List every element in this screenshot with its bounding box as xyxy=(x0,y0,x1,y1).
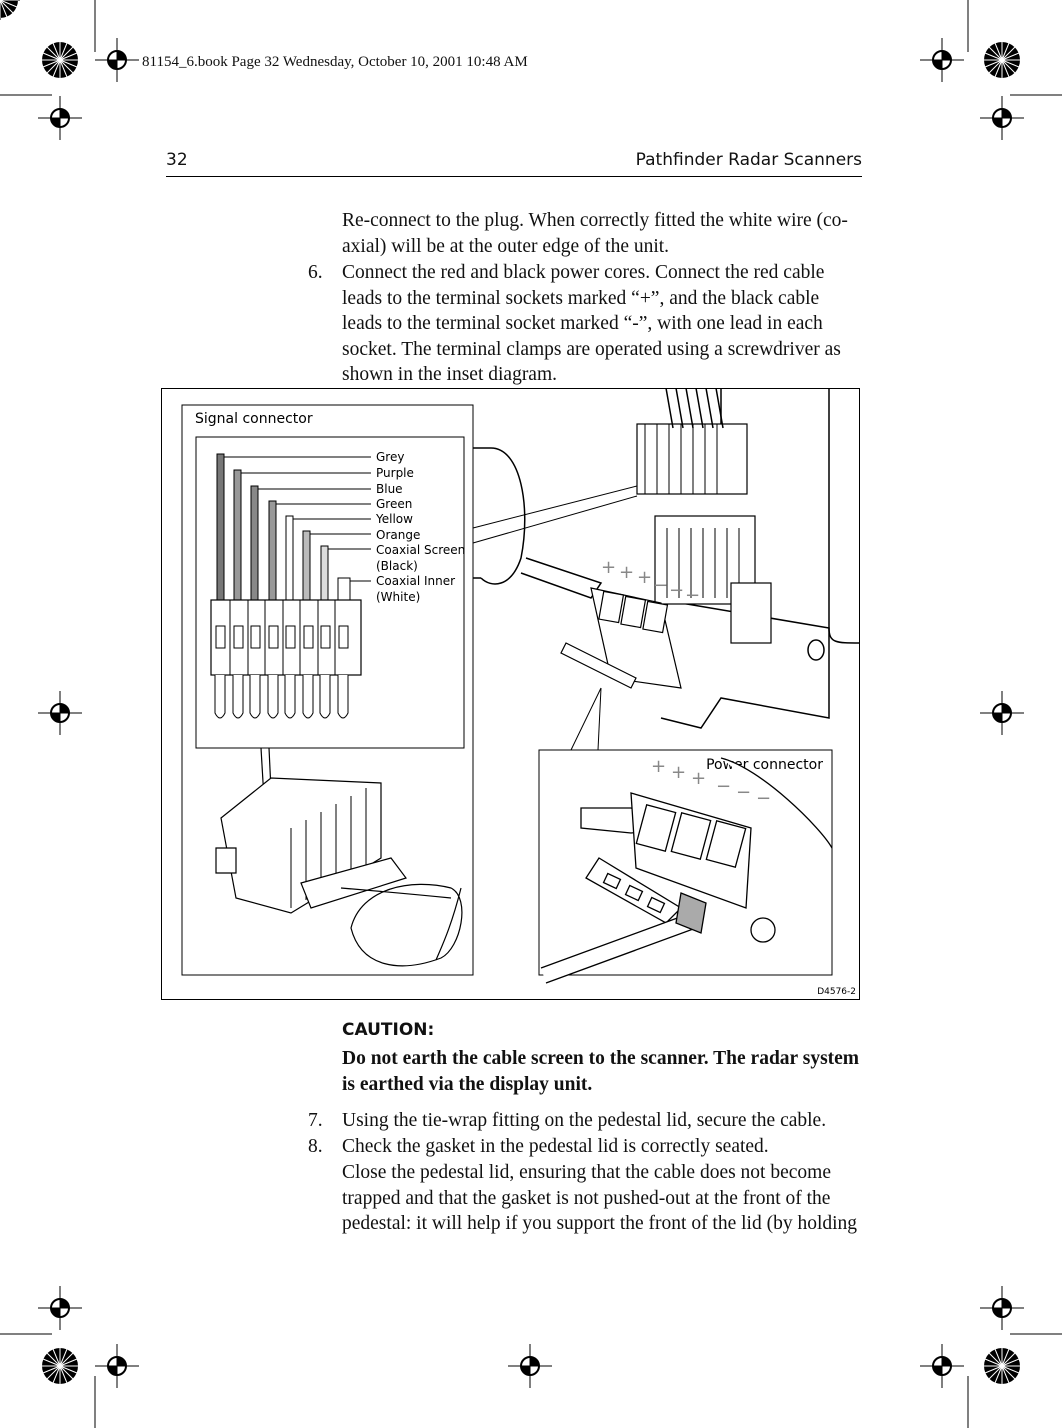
step-6 xyxy=(308,260,864,385)
wire-label: (White) xyxy=(376,590,421,604)
page-number: 32 xyxy=(166,150,188,170)
wire-label: Yellow xyxy=(376,512,413,526)
svg-text:−: − xyxy=(716,776,732,797)
wire-label: (Black) xyxy=(376,559,418,573)
svg-text:−: − xyxy=(669,580,685,601)
wire-label: Coaxial Screen xyxy=(376,543,466,557)
svg-text:+: + xyxy=(601,557,617,578)
signal-connector-title: Signal connector xyxy=(195,411,313,427)
svg-text:−: − xyxy=(736,782,752,803)
step-number: 8. xyxy=(308,1136,323,1157)
connector-diagram xyxy=(161,388,860,1000)
print-slug: 81154_6.book Page 32 Wednesday, October 10, 2001 10:48 AM xyxy=(142,54,528,70)
svg-text:−: − xyxy=(653,575,669,596)
step-number: 7. xyxy=(308,1110,323,1131)
svg-text:+: + xyxy=(637,567,653,588)
svg-text:+: + xyxy=(671,762,687,783)
svg-text:+: + xyxy=(619,562,635,583)
wire-label: Grey xyxy=(376,450,405,464)
wire-label: Green xyxy=(376,497,413,511)
caution-text: Do not earth the cable screen to the scanner. The radar system is earthed via the display unit. xyxy=(342,1048,860,1095)
continuation-paragraph: Re-connect to the plug. When correctly fitted the white wire (co-axial) will be at the outer edge of the unit. xyxy=(342,210,848,257)
step-text: Using the tie-wrap fitting on the pedestal lid, secure the cable. xyxy=(342,1110,827,1131)
svg-text:−: − xyxy=(685,585,701,606)
wire-label: Blue xyxy=(376,482,403,496)
wire-label: Purple xyxy=(376,466,414,480)
figure-id: D4576-2 xyxy=(817,987,856,997)
svg-text:−: − xyxy=(756,788,772,809)
step-text: Check the gasket in the pedestal lid is correctly seated. xyxy=(342,1136,769,1157)
step-8-continued: Close the pedestal lid, ensuring that the cable does not become trapped and that the gasket is not pushed-out at the front of the pedestal: it will help if you support the front of the lid (by holding xyxy=(342,1162,858,1234)
step-number: 6. xyxy=(308,262,323,283)
step-text: Connect the red and black power cores. Connect the red cable leads to the terminal sockets marked “+”, and the black cable leads to the terminal socket marked “-”, with one lead in each socket. The terminal clamps are operated using a screwdriver as shown in the inset diagram. xyxy=(342,262,841,385)
wire-label: Orange xyxy=(376,528,421,542)
power-connector-title: Power connector xyxy=(706,757,823,773)
caution-label: CAUTION: xyxy=(342,1020,435,1040)
svg-text:+: + xyxy=(691,768,707,789)
wire-label: Coaxial Inner xyxy=(376,574,456,588)
step-7 xyxy=(308,1108,864,1134)
step-8 xyxy=(308,1134,864,1160)
svg-text:+: + xyxy=(651,756,667,777)
running-title: Pathfinder Radar Scanners xyxy=(635,150,862,170)
running-head xyxy=(166,148,862,177)
